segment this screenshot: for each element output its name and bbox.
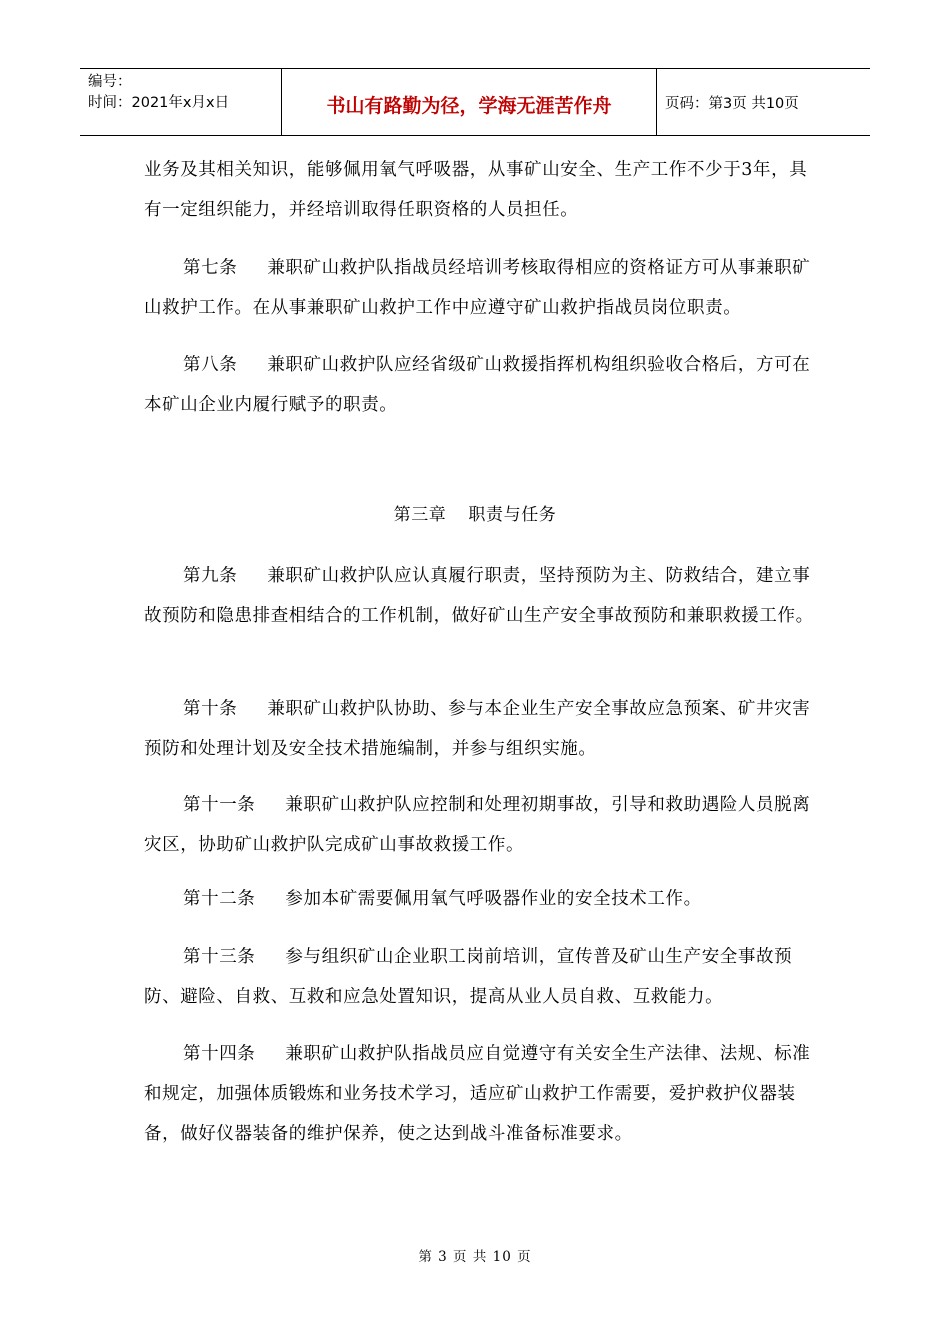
header-page-number: 页码：第3页 共10页 — [665, 95, 799, 112]
article-12 — [144, 879, 814, 919]
article-number: 第十二条 — [183, 889, 256, 909]
article-7 — [144, 248, 814, 328]
continued-paragraph: 业务及其相关知识，能够佩用氧气呼吸器，从事矿山安全、生产工作不少于3年，具有一定组织能力，并经培训取得任职资格的人员担任。 — [144, 160, 808, 220]
article-number: 第九条 — [183, 566, 238, 586]
document-number-label: 编号： — [88, 74, 132, 90]
article-number: 第八条 — [183, 355, 238, 375]
chapter-number: 第三章 — [393, 505, 447, 525]
article-14 — [144, 1034, 814, 1154]
page-footer: 第 3 页 共 10 页 — [418, 1249, 532, 1265]
article-8 — [144, 345, 814, 425]
article-text: 兼职矿山救护队应认真履行职责，坚持预防为主、防救结合，建立事故预防和隐患排查相结合的工作机制，做好矿山生产安全事故预防和兼职救援工作。 — [144, 566, 814, 626]
article-11 — [144, 785, 814, 865]
header-motto: 书山有路勤为径，学海无涯苦作舟 — [282, 69, 657, 135]
article-text: 兼职矿山救护队指战员应自觉遵守有关安全生产法律、法规、标准和规定，加强体质锻炼和业务技术学习，适应矿山救护工作需要，爱护救护仪器装备，做好仪器装备的维护保养，使之达到战斗准备标准要求。 — [144, 1044, 811, 1144]
article-text: 参加本矿需要佩用氧气呼吸器作业的安全技术工作。 — [285, 889, 702, 909]
article-10 — [144, 689, 814, 769]
article-text: 兼职矿山救护队指战员经培训考核取得相应的资格证方可从事兼职矿山救护工作。在从事兼职矿山救护工作中应遵守矿山救护指战员岗位职责。 — [144, 258, 811, 318]
article-number: 第七条 — [183, 258, 238, 278]
article-text: 兼职矿山救护队协助、参与本企业生产安全事故应急预案、矿井灾害预防和处理计划及安全技术措施编制，并参与组织实施。 — [144, 699, 811, 759]
article-9 — [144, 556, 814, 636]
document-date: 时间：2021年x月x日 — [88, 95, 230, 111]
article-text: 参与组织矿山企业职工岗前培训，宣传普及矿山生产安全事故预防、避险、自救、互救和应急处置知识，提高从业人员自救、互救能力。 — [144, 947, 793, 1007]
article-13 — [144, 937, 814, 1017]
article-text: 兼职矿山救护队应经省级矿山救援指挥机构组织验收合格后，方可在本矿山企业内履行赋予的职责。 — [144, 355, 811, 415]
article-number: 第十三条 — [183, 947, 256, 967]
article-number: 第十一条 — [183, 795, 256, 815]
chapter-heading — [0, 500, 950, 525]
article-text: 兼职矿山救护队应控制和处理初期事故，引导和救助遇险人员脱离灾区，协助矿山救护队完成矿山事故救援工作。 — [144, 795, 811, 855]
header-meta — [80, 69, 282, 135]
article-number: 第十条 — [183, 699, 238, 719]
page-header — [80, 68, 870, 136]
chapter-title: 职责与任务 — [468, 505, 557, 525]
article-number: 第十四条 — [183, 1044, 256, 1064]
